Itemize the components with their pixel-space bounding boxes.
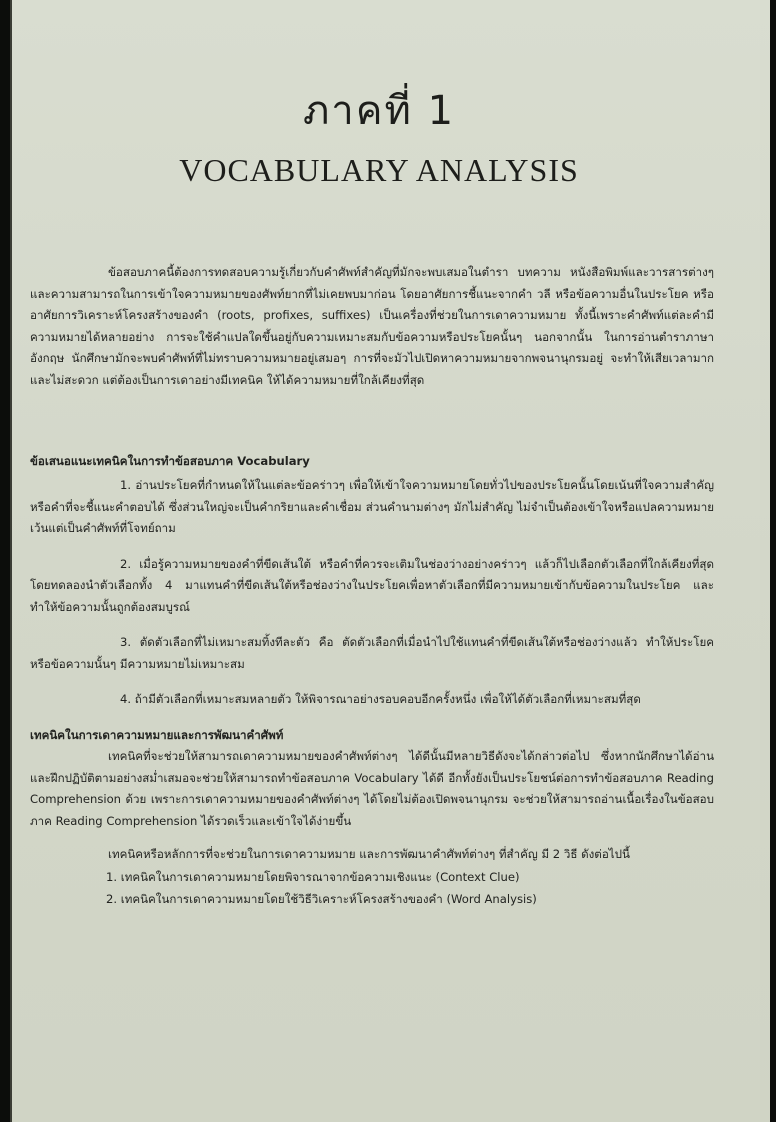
guessing-paragraph-1: เทคนิคที่จะช่วยให้สามารถเดาความหมายของคำศัพท์ต่างๆ ได้ดีนั้นมีหลายวิธีดังจะได้กล่าวต่อไป ซึ่งหากนักศึกษาได้อ่านและฝึกปฏิบัติตามอย่างสม่ำเสมอจะช่วยให้สามารถทำข้อสอบภาค Vocabulary ได้ดี อีกทั้งยังเป็นประโยชน์ต่อการทำข้อสอบภาค Reading Comprehension ด้วย เพราะการเดาความหมายของคำศัพท์ต่างๆ ได้โดยไม่ต้องเปิดพจนานุกรม จะช่วยให้สามารถอ่านเนื้อเรื่องในข้อสอบภาค Reading Comprehension ได้รวดเร็วและเข้าใจได้ง่ายขึ้น: [30, 749, 714, 828]
intro-block: [12, 262, 770, 391]
tip-item-4: 4. ถ้ามีตัวเลือกที่เหมาะสมหลายตัว ให้พิจารณาอย่างรอบคอบอีกครั้งหนึ่ง เพื่อให้ได้ตัวเลือกที่เหมาะสมที่สุด: [120, 692, 641, 706]
section-heading-guessing-meaning: เทคนิคในการเดาความหมายและการพัฒนาคำศัพท์: [30, 728, 284, 742]
tip-item-2: 2. เมื่อรู้ความหมายของคำที่ขีดเส้นใต้ หรือคำที่ควรจะเติมในช่องว่างอย่างคร่าวๆ แล้วก็ไปเลือกตัวเลือกที่ใกล้เคียงที่สุด โดยทดลองนำตัวเลือกทั้ง 4 มาแทนคำที่ขีดเส้นใต้หรือช่องว่างในประโยคเพื่อหาตัวเลือกที่มีความหมายเข้ากับข้อความในประโยค และทำให้ข้อความนั้นถูกต้องสมบูรณ์: [30, 556, 714, 614]
book-page: [10, 0, 770, 1122]
tip-item-3: 3. ตัดตัวเลือกที่ไม่เหมาะสมทิ้งทีละตัว คือ ตัดตัวเลือกที่เมื่อนำไปใช้แทนคำที่ขีดเส้นใต้หรือช่องว่างแล้ว ทำให้ประโยคหรือข้อความนั้นๆ มีความหมายไม่เหมาะสม: [30, 635, 714, 671]
part-title-thai: ภาคที่ 1: [302, 88, 456, 134]
method-item-1: 1. เทคนิคในการเดาความหมายโดยพิจารณาจากข้อความเชิงแนะ (Context Clue): [106, 869, 520, 884]
part-title-english: VOCABULARY ANALYSIS: [179, 152, 579, 188]
intro-paragraph: ข้อสอบภาคนี้ต้องการทดสอบความรู้เกี่ยวกับคำศัพท์สำคัญที่มักจะพบเสมอในตำรา บทความ หนังสือพิมพ์และวารสารต่างๆ และความสามารถในการเข้าใจความหมายของศัพท์ยากที่ไม่เคยพบมาก่อน โดยอาศัยการชี้แนะจากคำ วลี หรือข้อความอื่นในประโยค หรืออาศัยการวิเคราะห์โครงสร้างของคำ (roots, profixes, suffixes) เป็นเครื่องที่ช่วยในการเดาความหมาย ทั้งนี้เพราะคำศัพท์แต่ละคำมีความหมายได้หลายอย่าง การจะใช้คำแปลใดขึ้นอยู่กับความเหมาะสมกับข้อความหรือประโยคนั้นๆ นอกจากนั้น ในการอ่านตำราภาษาอังกฤษ นักศึกษามักจะพบคำศัพท์ที่ไม่ทราบความหมายอยู่เสมอๆ การที่จะมัวไปเปิดหาความหมายจากพจนานุกรมอยู่ จะทำให้เสียเวลามากและไม่สะดวก แต่ต้องเป็นการเดาอย่างมีเทคนิค ให้ได้ความหมายที่ใกล้เคียงที่สุด: [30, 265, 714, 387]
section-guessing-meaning: [12, 725, 770, 910]
method-item-2: 2. เทคนิคในการเดาความหมายโดยใช้วิธีวิเคราะห์โครงสร้างของคำ (Word Analysis): [106, 891, 537, 906]
section-technique-vocabulary: [12, 451, 770, 711]
guessing-paragraph-2: เทคนิคหรือหลักการที่จะช่วยในการเดาความหมาย และการพัฒนาคำศัพท์ต่างๆ ที่สำคัญ มี 2 วิธี ดังต่อไปนี้: [108, 847, 630, 861]
section-heading-vocabulary-tips: ข้อเสนอแนะเทคนิคในการทำข้อสอบภาค Vocabulary: [30, 454, 310, 468]
tip-item-1: 1. อ่านประโยคที่กำหนดให้ในแต่ละข้อคร่าวๆ เพื่อให้เข้าใจความหมายโดยทั่วไปของประโยคนั้นโดยเน้นที่ใจความสำคัญหรือคำที่จะชี้แนะคำตอบได้ ซึ่งส่วนใหญ่จะเป็นคำกริยาและคำเชื่อม ส่วนคำนามต่างๆ มักไม่สำคัญ ไม่จำเป็นต้องเข้าใจหรือแปลความหมาย เว้นแต่เป็นคำศัพท์ที่โจทย์ถาม: [30, 478, 714, 535]
